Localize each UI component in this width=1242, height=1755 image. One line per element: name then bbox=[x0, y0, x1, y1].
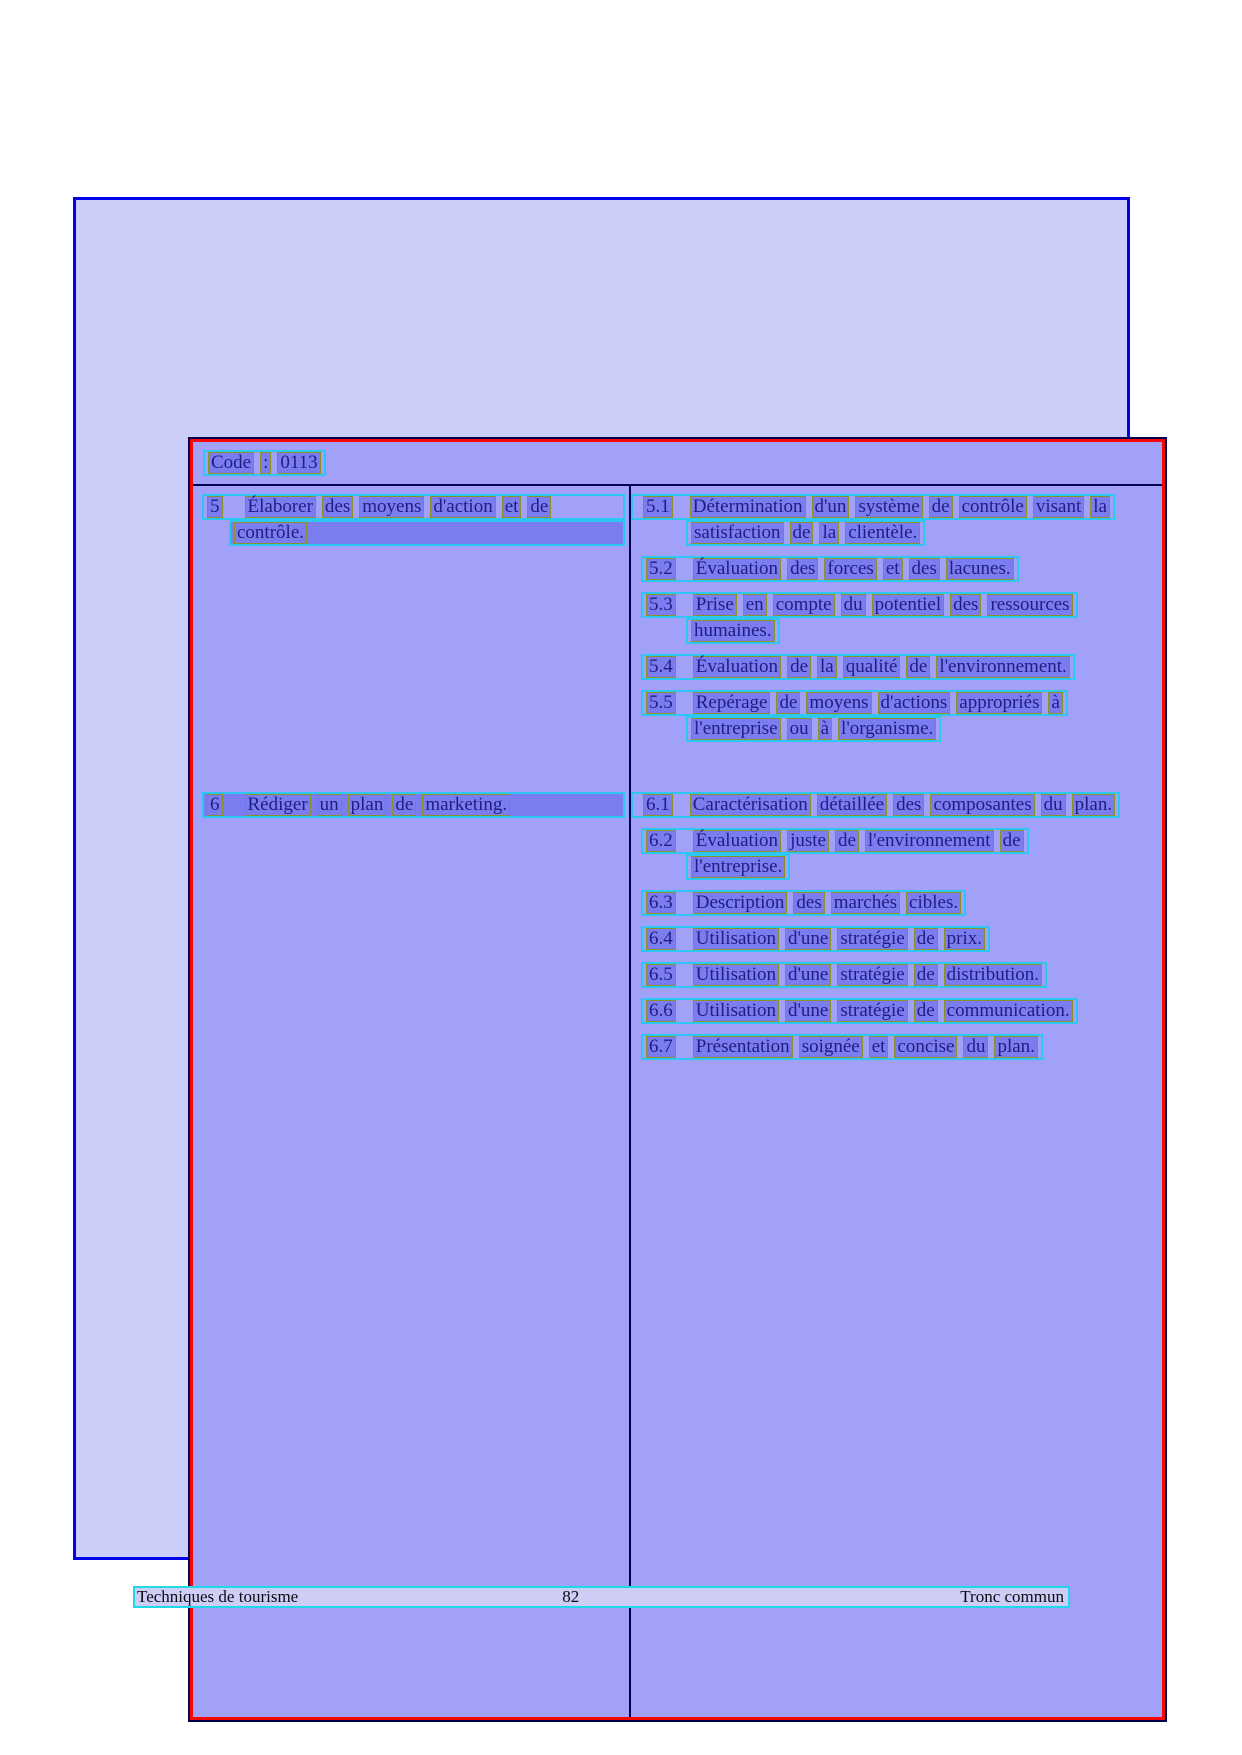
ocr-word: clientèle. bbox=[845, 522, 920, 544]
ocr-word: Évaluation bbox=[693, 830, 781, 852]
criterion-number: 6.5 bbox=[646, 964, 676, 986]
ocr-line bbox=[202, 494, 625, 520]
ocr-word: Prise bbox=[693, 594, 737, 616]
ocr-line bbox=[686, 618, 780, 644]
footer-document-title: Techniques de tourisme bbox=[137, 1587, 299, 1606]
ocr-line bbox=[631, 792, 1120, 818]
ocr-word: lacunes. bbox=[946, 558, 1014, 580]
ocr-word: Repérage bbox=[693, 692, 771, 714]
ocr-word: des bbox=[322, 496, 353, 518]
criteria-cell bbox=[631, 784, 1162, 1070]
ocr-word: en bbox=[743, 594, 767, 616]
criterion-number: 6.7 bbox=[646, 1036, 676, 1058]
ocr-line bbox=[686, 520, 925, 546]
ocr-word: d'une bbox=[785, 928, 831, 950]
ocr-word: potentiel bbox=[872, 594, 944, 616]
table-body bbox=[193, 486, 1162, 1717]
objective-number: 5 bbox=[207, 496, 223, 518]
ocr-word: Détermination bbox=[690, 496, 806, 518]
ocr-word: cibles. bbox=[906, 892, 961, 914]
criterion-item bbox=[641, 690, 1158, 742]
ocr-word: moyens bbox=[359, 496, 424, 518]
ocr-word: de bbox=[914, 964, 938, 986]
ocr-word: Rédiger bbox=[245, 794, 311, 816]
ocr-word: Utilisation bbox=[693, 1000, 779, 1022]
ocr-word: de bbox=[776, 692, 800, 714]
objective-cell bbox=[193, 486, 631, 784]
ocr-word: composantes bbox=[930, 794, 1034, 816]
ocr-word: des bbox=[793, 892, 824, 914]
ocr-word: communication. bbox=[944, 1000, 1073, 1022]
criterion-item bbox=[641, 494, 1158, 546]
ocr-word: de bbox=[914, 1000, 938, 1022]
column-divider bbox=[629, 486, 631, 1717]
criterion-item bbox=[641, 926, 1158, 952]
ocr-word: Élaborer bbox=[245, 496, 316, 518]
ocr-word: prix. bbox=[944, 928, 985, 950]
ocr-word: l'entreprise. bbox=[691, 856, 785, 878]
ocr-word: des bbox=[950, 594, 981, 616]
ocr-word: visant bbox=[1033, 496, 1084, 518]
ocr-word: l'environnement. bbox=[936, 656, 1069, 678]
criterion-item bbox=[641, 1034, 1158, 1060]
ocr-word: du bbox=[841, 594, 866, 616]
ocr-word: Description bbox=[693, 892, 788, 914]
ocr-word: forces bbox=[824, 558, 876, 580]
ocr-word: Caractérisation bbox=[690, 794, 811, 816]
criterion-number: 6.3 bbox=[646, 892, 676, 914]
ocr-word: stratégie bbox=[837, 928, 907, 950]
criterion-number: 6.1 bbox=[643, 794, 673, 816]
ocr-line bbox=[686, 854, 790, 880]
ocr-word: compte bbox=[773, 594, 835, 616]
objectives-table bbox=[188, 437, 1167, 1722]
ocr-word: d'actions bbox=[878, 692, 951, 714]
code-header-row bbox=[193, 442, 1162, 486]
ocr-line bbox=[641, 556, 1019, 582]
objective-number: 6 bbox=[207, 794, 223, 816]
ocr-word: stratégie bbox=[837, 964, 907, 986]
criterion-item bbox=[641, 998, 1158, 1024]
ocr-word: de bbox=[787, 656, 811, 678]
criterion-number: 5.2 bbox=[646, 558, 676, 580]
ocr-line bbox=[641, 962, 1047, 988]
ocr-line bbox=[641, 1034, 1043, 1060]
ocr-word: contrôle. bbox=[234, 522, 307, 544]
objective-cell bbox=[193, 784, 631, 1070]
ocr-word: de bbox=[835, 830, 859, 852]
ocr-line bbox=[641, 998, 1078, 1024]
table-row bbox=[193, 486, 1162, 784]
criterion-number: 6.6 bbox=[646, 1000, 676, 1022]
criterion-number: 5.1 bbox=[643, 496, 673, 518]
ocr-word: de bbox=[527, 496, 551, 518]
ocr-word: un bbox=[317, 794, 342, 816]
table-content bbox=[193, 442, 1162, 1717]
ocr-line bbox=[641, 890, 966, 916]
ocr-word: qualité bbox=[843, 656, 901, 678]
ocr-word: à bbox=[1048, 692, 1062, 714]
ocr-word: d'une bbox=[785, 1000, 831, 1022]
ocr-word: des bbox=[787, 558, 818, 580]
ocr-word: : bbox=[260, 452, 271, 474]
ocr-word: marketing. bbox=[422, 794, 510, 816]
ocr-word: d'une bbox=[785, 964, 831, 986]
ocr-word: du bbox=[963, 1036, 988, 1058]
ocr-word: de bbox=[1000, 830, 1024, 852]
ocr-word: concise bbox=[894, 1036, 957, 1058]
ocr-word: Code bbox=[208, 452, 254, 474]
ocr-line bbox=[641, 690, 1068, 716]
criterion-item bbox=[641, 792, 1158, 818]
ocr-word: de bbox=[914, 928, 938, 950]
ocr-line bbox=[641, 654, 1075, 680]
ocr-word: et bbox=[869, 1036, 889, 1058]
ocr-word: d'un bbox=[812, 496, 850, 518]
footer-section-name: Tronc commun bbox=[960, 1587, 1064, 1606]
criterion-item bbox=[641, 828, 1158, 880]
ocr-word: 0113 bbox=[277, 452, 320, 474]
ocr-word: stratégie bbox=[837, 1000, 907, 1022]
ocr-word: contrôle bbox=[959, 496, 1027, 518]
ocr-line bbox=[229, 520, 625, 546]
ocr-line bbox=[641, 592, 1078, 618]
ocr-word: moyens bbox=[806, 692, 871, 714]
ocr-word: ou bbox=[787, 718, 812, 740]
criterion-number: 6.4 bbox=[646, 928, 676, 950]
ocr-word: Utilisation bbox=[693, 964, 779, 986]
criterion-item bbox=[641, 592, 1158, 644]
ocr-word: et bbox=[883, 558, 903, 580]
ocr-word: de bbox=[929, 496, 953, 518]
footer-page-number: 82 bbox=[562, 1587, 580, 1606]
ocr-word: la bbox=[819, 522, 839, 544]
ocr-word: humaines. bbox=[691, 620, 775, 642]
criterion-item bbox=[641, 654, 1158, 680]
ocr-line bbox=[202, 792, 625, 818]
ocr-line bbox=[641, 926, 990, 952]
ocr-word: l'organisme. bbox=[838, 718, 936, 740]
ocr-word: Présentation bbox=[693, 1036, 793, 1058]
ocr-word: plan bbox=[348, 794, 387, 816]
criterion-number: 5.5 bbox=[646, 692, 676, 714]
ocr-word: des bbox=[909, 558, 940, 580]
ocr-word: la bbox=[817, 656, 837, 678]
criterion-number: 5.4 bbox=[646, 656, 676, 678]
ocr-word: appropriés bbox=[956, 692, 1042, 714]
ocr-word: Évaluation bbox=[693, 558, 781, 580]
criteria-cell bbox=[631, 486, 1162, 784]
ocr-word: de bbox=[906, 656, 930, 678]
ocr-word: plan. bbox=[994, 1036, 1037, 1058]
criterion-item bbox=[641, 556, 1158, 582]
ocr-word: ressources bbox=[987, 594, 1072, 616]
ocr-word: la bbox=[1090, 496, 1110, 518]
ocr-line bbox=[686, 716, 941, 742]
ocr-word: plan. bbox=[1072, 794, 1115, 816]
ocr-word: et bbox=[502, 496, 522, 518]
ocr-word: système bbox=[855, 496, 922, 518]
page-frame bbox=[73, 197, 1130, 1560]
ocr-word: du bbox=[1041, 794, 1066, 816]
criterion-item bbox=[641, 890, 1158, 916]
criterion-item bbox=[641, 962, 1158, 988]
criterion-number: 5.3 bbox=[646, 594, 676, 616]
ocr-word: l'environnement bbox=[865, 830, 994, 852]
page-footer bbox=[133, 1586, 1070, 1608]
ocr-line-code bbox=[203, 450, 326, 476]
ocr-line bbox=[631, 494, 1115, 520]
ocr-word: détaillée bbox=[817, 794, 887, 816]
ocr-word: Évaluation bbox=[693, 656, 781, 678]
ocr-word: de bbox=[790, 522, 814, 544]
ocr-line bbox=[641, 828, 1029, 854]
ocr-word: l'entreprise bbox=[691, 718, 781, 740]
table-row bbox=[193, 784, 1162, 1070]
ocr-word: soignée bbox=[799, 1036, 863, 1058]
ocr-word: d'action bbox=[430, 496, 495, 518]
ocr-word: juste bbox=[787, 830, 829, 852]
ocr-word: de bbox=[392, 794, 416, 816]
ocr-word: des bbox=[893, 794, 924, 816]
criterion-number: 6.2 bbox=[646, 830, 676, 852]
ocr-word: satisfaction bbox=[691, 522, 784, 544]
ocr-word: marchés bbox=[831, 892, 900, 914]
ocr-word: Utilisation bbox=[693, 928, 779, 950]
ocr-word: à bbox=[818, 718, 832, 740]
ocr-word: distribution. bbox=[944, 964, 1042, 986]
